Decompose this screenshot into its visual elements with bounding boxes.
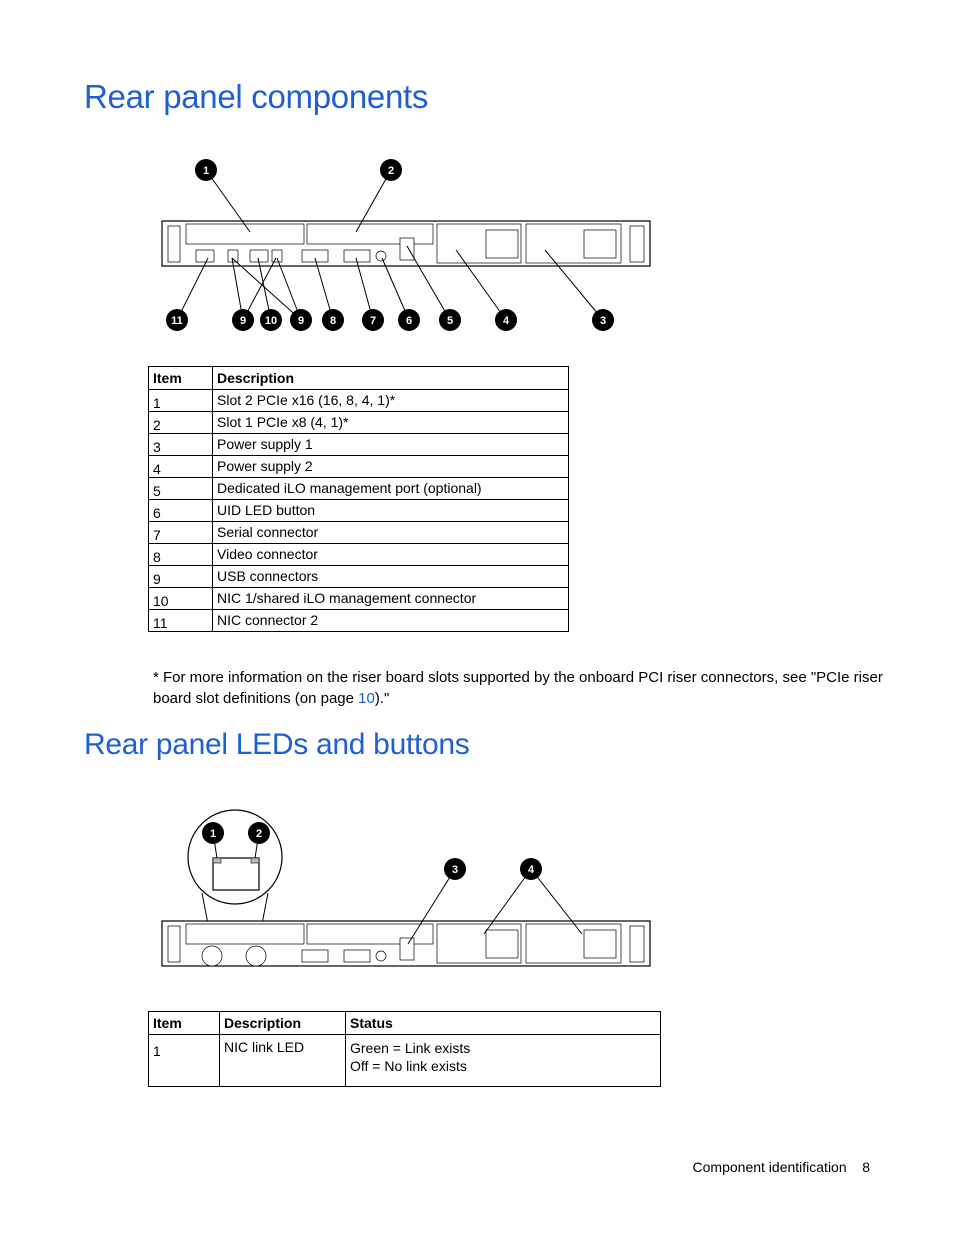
- header-description: Description: [213, 367, 569, 390]
- cell-description: Power supply 2: [213, 456, 569, 478]
- led-callout-4: [520, 858, 542, 880]
- cell-description: NIC link LED: [220, 1035, 346, 1087]
- footnote-text-end: ).": [374, 690, 390, 707]
- header-status: Status: [346, 1012, 661, 1035]
- section-title-rear-panel-leds: Rear panel LEDs and buttons: [84, 728, 470, 761]
- svg-text:8: 8: [329, 315, 337, 327]
- svg-text:1: 1: [209, 828, 217, 840]
- cell-item: 10: [149, 588, 213, 610]
- cell-description: UID LED button: [213, 500, 569, 522]
- svg-text:4: 4: [502, 315, 510, 327]
- footer-page-number: 8: [862, 1159, 870, 1175]
- cell-status: [346, 1035, 661, 1087]
- cell-item: 6: [149, 500, 213, 522]
- svg-text:9: 9: [297, 315, 305, 327]
- rear-panel-leds-table: [148, 1011, 661, 1087]
- svg-text:11: 11: [171, 315, 183, 327]
- footer-section: Component identification: [692, 1159, 847, 1175]
- cell-item: 8: [149, 544, 213, 566]
- cell-description: Dedicated iLO management port (optional): [213, 478, 569, 500]
- header-description: Description: [220, 1012, 346, 1035]
- cell-description: Video connector: [213, 544, 569, 566]
- svg-text:2: 2: [387, 165, 395, 177]
- header-item: Item: [149, 367, 213, 390]
- svg-text:3: 3: [451, 864, 459, 876]
- cell-description: NIC 1/shared iLO management connector: [213, 588, 569, 610]
- link-led-zoom: [213, 858, 221, 863]
- cell-item: 1: [149, 1035, 220, 1087]
- led-callout-1: [202, 822, 224, 844]
- cell-description: Serial connector: [213, 522, 569, 544]
- cell-item: 7: [149, 522, 213, 544]
- cell-description: USB connectors: [213, 566, 569, 588]
- cell-item: 9: [149, 566, 213, 588]
- svg-text:9: 9: [239, 315, 247, 327]
- header-item: Item: [149, 1012, 220, 1035]
- cell-description: NIC connector 2: [213, 610, 569, 632]
- svg-text:5: 5: [446, 315, 454, 327]
- led-callout-2: [248, 822, 270, 844]
- cell-description: Slot 1 PCIe x8 (4, 1)*: [213, 412, 569, 434]
- page-link[interactable]: 10: [358, 690, 375, 707]
- cell-item: 11: [149, 610, 213, 632]
- svg-text:3: 3: [599, 315, 607, 327]
- activity-led-zoom: [251, 858, 259, 863]
- cell-item: 1: [149, 390, 213, 412]
- cell-item: 3: [149, 434, 213, 456]
- table-row: [149, 1035, 661, 1087]
- footnote-text: * For more information on the riser board slots supported by the onboard PCI riser connectors, see "PCIe riser board slot definitions (on page: [153, 669, 883, 707]
- svg-text:2: 2: [255, 828, 263, 840]
- led-callout-3: [444, 858, 466, 880]
- cell-description: Slot 2 PCIe x16 (16, 8, 4, 1)*: [213, 390, 569, 412]
- cell-item: 2: [149, 412, 213, 434]
- cell-item: 5: [149, 478, 213, 500]
- page-footer: [693, 1159, 870, 1175]
- status-line-1: Green = Link exists: [350, 1040, 471, 1056]
- cell-description: Power supply 1: [213, 434, 569, 456]
- svg-text:10: 10: [264, 315, 278, 327]
- cell-item: 4: [149, 456, 213, 478]
- svg-text:1: 1: [202, 165, 210, 177]
- svg-text:6: 6: [405, 315, 413, 327]
- section-title-rear-panel-components: Rear panel components: [84, 78, 429, 115]
- table-header-row: [149, 1012, 661, 1035]
- svg-text:7: 7: [369, 315, 377, 327]
- svg-text:4: 4: [527, 864, 535, 876]
- status-line-2: Off = No link exists: [350, 1058, 467, 1074]
